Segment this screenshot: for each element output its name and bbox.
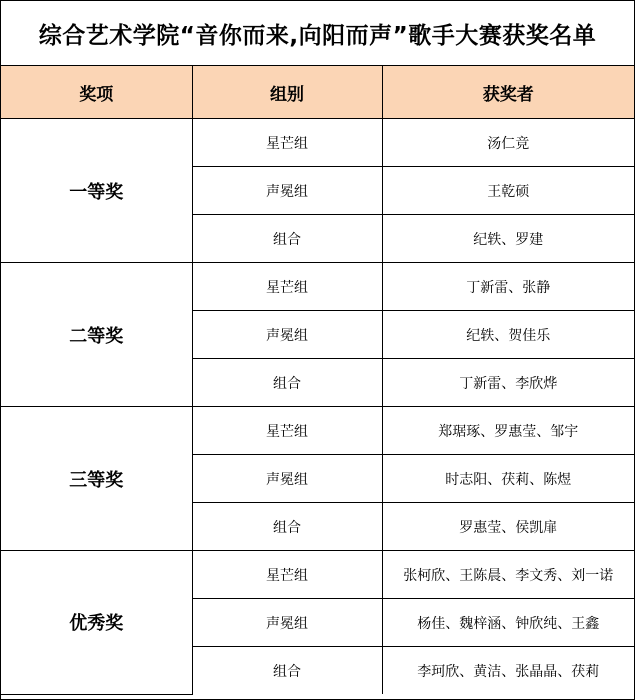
group-cell: 声冕组: [192, 455, 382, 503]
group-cell: 组合: [192, 359, 382, 407]
award-level-excellence: 优秀奖: [1, 551, 192, 695]
group-cell: 星芒组: [192, 119, 382, 167]
group-cell: 星芒组: [192, 551, 382, 599]
winners-cell: 丁新雷、李欣烨: [382, 359, 634, 407]
table-header-row: [1, 66, 634, 119]
winners-cell: 时志阳、茯莉、陈煜: [382, 455, 634, 503]
winners-cell: 纪轶、罗建: [382, 215, 634, 263]
header-award: 奖项: [1, 66, 192, 119]
header-winners: 获奖者: [382, 66, 634, 119]
group-cell: 组合: [192, 215, 382, 263]
group-cell: 星芒组: [192, 407, 382, 455]
winners-cell: 汤仁竞: [382, 119, 634, 167]
group-cell: 组合: [192, 647, 382, 695]
winners-cell: 李珂欣、黄洁、张晶晶、茯莉: [382, 647, 634, 695]
winners-cell: 张柯欣、王陈晨、李文秀、刘一诺: [382, 551, 634, 599]
group-cell: 声冕组: [192, 311, 382, 359]
award-level-second: 二等奖: [1, 263, 192, 407]
winners-cell: 丁新雷、张静: [382, 263, 634, 311]
award-level-first: 一等奖: [1, 119, 192, 263]
table-row: [1, 119, 634, 167]
table-row: [1, 551, 634, 599]
winners-cell: 杨佳、魏梓涵、钟欣纯、王鑫: [382, 599, 634, 647]
table-row: [1, 407, 634, 455]
award-level-third: 三等奖: [1, 407, 192, 551]
header-group: 组别: [192, 66, 382, 119]
page-title: 综合艺术学院“音你而来,向阳而声”歌手大赛获奖名单: [1, 1, 634, 66]
winners-cell: 罗惠莹、侯凯扉: [382, 503, 634, 551]
winners-cell: 纪轶、贺佳乐: [382, 311, 634, 359]
group-cell: 组合: [192, 503, 382, 551]
group-cell: 声冕组: [192, 599, 382, 647]
winners-cell: 郑琚琢、罗惠莹、邹宇: [382, 407, 634, 455]
group-cell: 声冕组: [192, 167, 382, 215]
group-cell: 星芒组: [192, 263, 382, 311]
winners-cell: 王乾硕: [382, 167, 634, 215]
award-table: [1, 66, 634, 695]
table-row: [1, 263, 634, 311]
